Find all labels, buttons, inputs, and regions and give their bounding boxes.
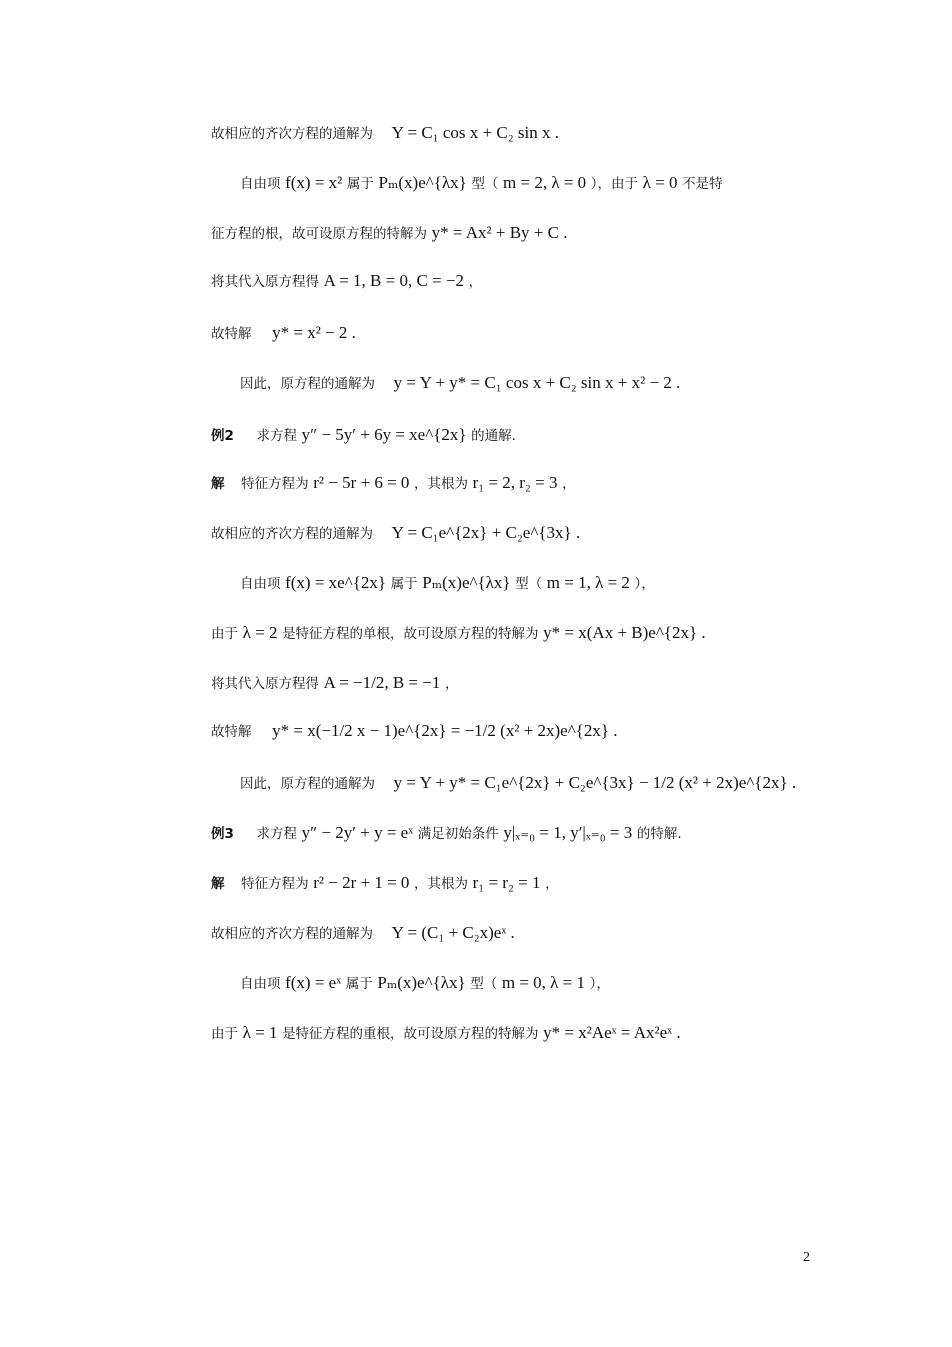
text-segment: 型（ (470, 976, 498, 992)
text-segment: Y = (C₁ + C₂x)eˣ . (391, 923, 515, 942)
text-segment: 型（ (471, 176, 499, 192)
line-18 (240, 972, 610, 995)
text-segment: y* = Ax² + By + C . (431, 223, 568, 242)
text-segment: 自由项 (240, 976, 281, 992)
text-segment: 特征方程为 (241, 876, 309, 892)
solution-label: 解 (211, 876, 225, 892)
text-segment: 的通解． (471, 428, 526, 444)
text-segment: m = 0, λ = 1 (501, 973, 586, 992)
text-segment: 自由项 (240, 576, 281, 592)
text-segment: 的特解． (636, 826, 691, 842)
line-14 (240, 772, 796, 795)
text-segment: 特征方程为 (241, 476, 309, 492)
text-segment: y = Y + y* = C₁e^{2x} + C₂e^{3x} − 1/2 (x² + 2x)e^{2x} . (393, 773, 797, 792)
text-segment: ， (468, 274, 483, 290)
text-segment: r₁ = 2, r₂ = 3 (472, 473, 558, 492)
text-segment: 故特解 (211, 326, 252, 342)
text-segment: y|ₓ₌₀ = 1, y′|ₓ₌₀ = 3 (503, 823, 633, 842)
text-segment: y* = x²Aeˣ = Ax²eˣ . (543, 1023, 681, 1042)
line-10 (240, 572, 655, 595)
text-segment: r² − 2r + 1 = 0 (313, 873, 410, 892)
line-9 (211, 522, 580, 545)
text-segment: ）， (634, 576, 655, 592)
line-8 (211, 472, 576, 495)
line-3 (211, 222, 568, 245)
line-7 (211, 424, 525, 447)
text-segment: 因此，原方程的通解为 (240, 776, 375, 792)
text-segment: Pₘ(x)e^{λx} (377, 973, 466, 992)
text-segment: 因此，原方程的通解为 (240, 376, 375, 392)
line-17 (211, 922, 515, 945)
example-label: 例2 (211, 428, 234, 444)
text-segment: m = 2, λ = 0 (503, 173, 587, 192)
text-segment: 由于 (211, 626, 238, 642)
line-4 (211, 270, 482, 293)
text-segment: ，其根为 (414, 876, 469, 892)
text-segment: y* = x² − 2 . (272, 323, 356, 342)
text-segment: y″ − 2y′ + y = eˣ (301, 823, 414, 842)
text-segment: Y = C₁ cos x + C₂ sin x . (391, 123, 559, 142)
line-11 (211, 622, 706, 645)
text-segment: 求方程 (256, 428, 298, 444)
solution-label: 解 (211, 476, 225, 492)
text-segment: f(x) = eˣ (285, 973, 342, 992)
text-segment: 型（ (515, 576, 543, 592)
text-segment: r² − 5r + 6 = 0 (313, 473, 410, 492)
text-segment: 故特解 (211, 724, 252, 740)
text-segment: 故相应的齐次方程的通解为 (211, 926, 373, 942)
text-segment: r₁ = r₂ = 1 (472, 873, 541, 892)
line-5 (211, 322, 356, 345)
line-12 (211, 672, 458, 695)
line-2 (240, 172, 723, 195)
text-segment: 由于 (211, 1026, 238, 1042)
text-segment: y* = x(Ax + B)e^{2x} . (543, 623, 706, 642)
text-segment: y″ − 5y′ + 6y = xe^{2x} (301, 425, 467, 444)
page-number: 2 (803, 1250, 810, 1265)
example-label: 例3 (211, 826, 234, 842)
text-segment: Y = C₁e^{2x} + C₂e^{3x} . (391, 523, 581, 542)
text-segment: λ = 2 (242, 623, 278, 642)
text-segment: m = 1, λ = 2 (546, 573, 630, 592)
text-segment: 属于 (390, 576, 418, 592)
text-segment: 满足初始条件 (417, 826, 499, 842)
text-segment: 属于 (346, 176, 374, 192)
text-segment: Pₘ(x)e^{λx} (422, 573, 511, 592)
text-segment: 征方程的根，故可设原方程的特解为 (211, 226, 427, 242)
text-segment: 将其代入原方程得 (211, 274, 319, 290)
text-segment: λ = 0 (642, 173, 678, 192)
text-segment: 是特征方程的单根，故可设原方程的特解为 (282, 626, 539, 642)
text-segment: y = Y + y* = C₁ cos x + C₂ sin x + x² − 2 . (393, 373, 681, 392)
text-segment: 求方程 (256, 826, 298, 842)
text-segment: λ = 1 (242, 1023, 278, 1042)
line-1 (211, 122, 559, 145)
text-segment: 故相应的齐次方程的通解为 (211, 126, 373, 142)
text-segment: f(x) = x² (285, 173, 343, 192)
text-segment: Pₘ(x)e^{λx} (378, 173, 467, 192)
text-segment: ， (562, 476, 576, 492)
text-segment: f(x) = xe^{2x} (285, 573, 387, 592)
text-segment: ， (545, 876, 559, 892)
text-segment: ， (444, 676, 459, 692)
text-segment: A = 1, B = 0, C = −2 (323, 271, 464, 290)
text-segment: 属于 (345, 976, 373, 992)
text-segment: ），由于 (590, 176, 639, 192)
line-19 (211, 1022, 681, 1045)
line-13 (211, 720, 618, 743)
line-15 (211, 822, 691, 845)
text-segment: ）， (589, 976, 610, 992)
text-segment: 不是特 (682, 176, 723, 192)
text-segment: A = −1/2, B = −1 (323, 673, 441, 692)
text-segment: ，其根为 (414, 476, 469, 492)
text-segment: 故相应的齐次方程的通解为 (211, 526, 373, 542)
line-6 (240, 372, 680, 395)
text-segment: 自由项 (240, 176, 281, 192)
text-segment: 是特征方程的重根，故可设原方程的特解为 (282, 1026, 539, 1042)
line-16 (211, 872, 559, 895)
text-segment: 将其代入原方程得 (211, 676, 319, 692)
text-segment: y* = x(−1/2 x − 1)e^{2x} = −1/2 (x² + 2x)e^{2x} . (272, 721, 618, 740)
